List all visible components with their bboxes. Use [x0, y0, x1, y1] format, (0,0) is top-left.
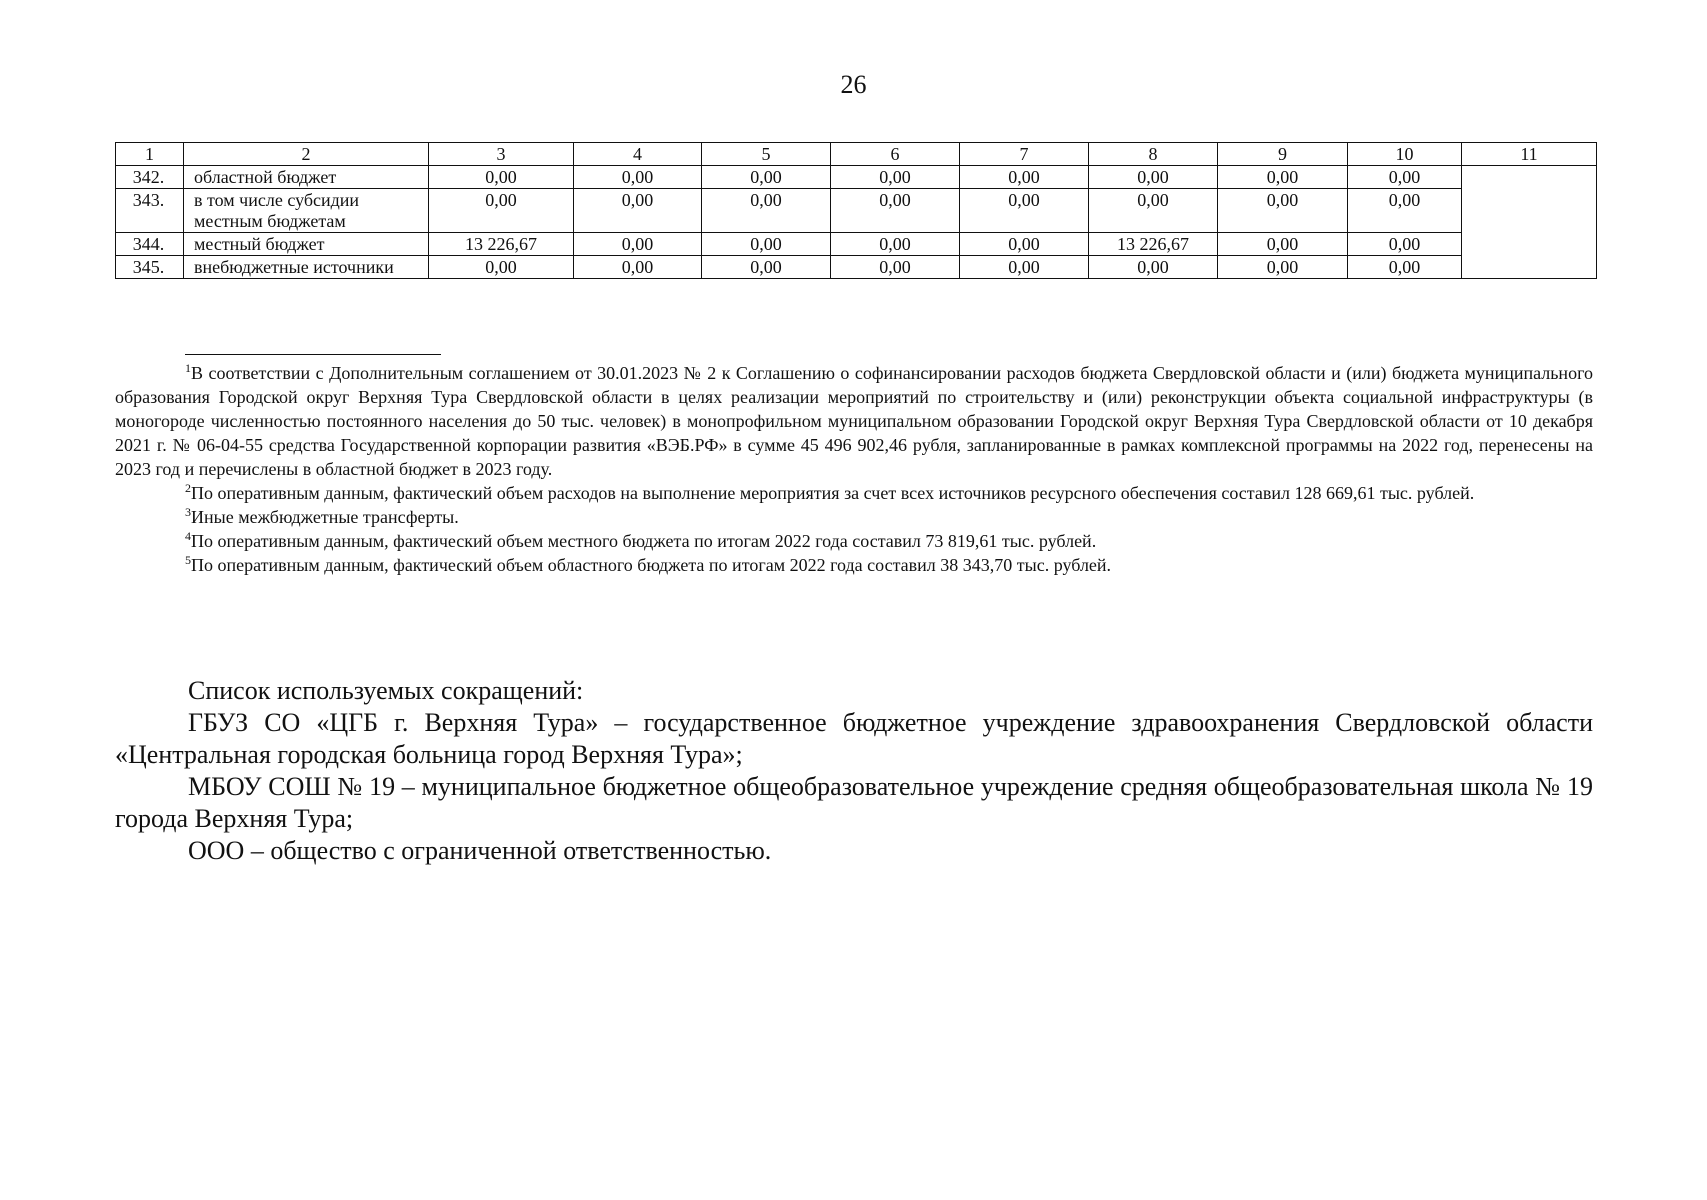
col-header-3: 3 [429, 143, 574, 166]
footnote-2 [115, 481, 1593, 505]
cell-value: 0,00 [1348, 189, 1462, 233]
col-header-2: 2 [184, 143, 429, 166]
footnote-mark: 1 [185, 361, 191, 375]
table-row [116, 166, 1597, 189]
cell-value: 0,00 [574, 233, 702, 256]
cell-value: 0,00 [702, 233, 831, 256]
cell-value: 0,00 [960, 256, 1089, 279]
row-number: 344. [116, 233, 184, 256]
cell-value: 0,00 [1089, 189, 1218, 233]
abbreviations-section [115, 675, 1593, 867]
cell-value: 13 226,67 [429, 233, 574, 256]
cell-value: 0,00 [702, 256, 831, 279]
cell-value: 0,00 [429, 256, 574, 279]
page-number: 26 [840, 70, 867, 99]
cell-value: 13 226,67 [1089, 233, 1218, 256]
cell-value: 0,00 [1218, 256, 1348, 279]
col-header-8: 8 [1089, 143, 1218, 166]
table-row [116, 233, 1597, 256]
cell-value: 0,00 [574, 189, 702, 233]
footnote-4 [115, 529, 1593, 553]
footnote-5 [115, 553, 1593, 577]
col-header-4: 4 [574, 143, 702, 166]
footnote-text: По оперативным данным, фактический объем областного бюджета по итогам 2022 года составил 38 343,70 тыс. рублей. [191, 555, 1112, 575]
cell-value: 0,00 [831, 189, 960, 233]
footnote-mark: 5 [185, 553, 191, 567]
cell-value: 0,00 [831, 233, 960, 256]
col-header-10: 10 [1348, 143, 1462, 166]
abbreviations-heading: Список используемых сокращений: [188, 676, 584, 705]
cell-value: 0,00 [702, 166, 831, 189]
cell-value: 0,00 [960, 166, 1089, 189]
cell-value: 0,00 [831, 166, 960, 189]
cell-value: 0,00 [574, 166, 702, 189]
table-header-row [116, 143, 1597, 166]
cell-value: 0,00 [1348, 166, 1462, 189]
col-header-11: 11 [1462, 143, 1597, 166]
footnote-text: Иные межбюджетные трансферты. [191, 507, 459, 527]
row-number: 345. [116, 256, 184, 279]
col-header-1: 1 [116, 143, 184, 166]
cell-value: 0,00 [1348, 233, 1462, 256]
footnote-text: В соответствии с Дополнительным соглашением от 30.01.2023 № 2 к Соглашению о софинансировании расходов бюджета Свердловской области и (или) бюджета муниципального образования Городской округ Верхняя Тура Свердловской области в целях реализации мероприятий по строительству и (или) реконструкции объекта социальной инфраструктуры (в моногороде численностью постоянного населения до 50 тыс. человек) в монопрофильном муниципальном образовании Городской округ Верхняя Тура Свердловской области от 10 декабря 2021 г. № 06-04-55 средства Государственной корпорации развития «ВЭБ.РФ» в сумме 45 496 902,46 рубля, запланированные в рамках комплексной программы на 2022 год, перенесены на 2023 год и перечислены в областной бюджет в 2023 году. [115, 363, 1593, 479]
cell-value: 0,00 [1218, 189, 1348, 233]
cell-value: 0,00 [1218, 166, 1348, 189]
footnote-3 [115, 505, 1593, 529]
cell-value: 0,00 [702, 189, 831, 233]
abbreviation-item: ГБУЗ СО «ЦГБ г. Верхняя Тура» – государственное бюджетное учреждение здравоохранения Свердловской области «Центральная городская больница город Верхняя Тура»; [115, 708, 1593, 769]
row-name: в том числе субсидии местным бюджетам [184, 189, 429, 233]
footnotes [115, 361, 1593, 577]
cell-value: 0,00 [574, 256, 702, 279]
abbreviation-item: ООО – общество с ограниченной ответственностью. [188, 836, 772, 865]
row-name: внебюджетные источники [184, 256, 429, 279]
table-row [116, 189, 1597, 233]
cell-value: 0,00 [1348, 256, 1462, 279]
cell-value: 0,00 [429, 189, 574, 233]
cell-value: 0,00 [1089, 166, 1218, 189]
abbreviation-item: МБОУ СОШ № 19 – муниципальное бюджетное общеобразовательное учреждение средняя общеобразовательная школа № 19 города Верхняя Тура; [115, 772, 1593, 833]
cell-value: 0,00 [429, 166, 574, 189]
footnote-separator [185, 354, 441, 355]
col-header-6: 6 [831, 143, 960, 166]
footnote-text: По оперативным данным, фактический объем расходов на выполнение мероприятия за счет всех источников ресурсного обеспечения составил 128 669,61 тыс. рублей. [191, 483, 1475, 503]
col-11-merged-cell [1462, 166, 1597, 279]
col-header-7: 7 [960, 143, 1089, 166]
cell-value: 0,00 [1089, 256, 1218, 279]
footnote-text: По оперативным данным, фактический объем местного бюджета по итогам 2022 года составил 73 819,61 тыс. рублей. [191, 531, 1097, 551]
footnote-1 [115, 361, 1593, 481]
footnote-mark: 3 [185, 505, 191, 519]
table-row [116, 256, 1597, 279]
cell-value: 0,00 [1218, 233, 1348, 256]
budget-table [115, 142, 1597, 279]
cell-value: 0,00 [831, 256, 960, 279]
row-number: 343. [116, 189, 184, 233]
cell-value: 0,00 [960, 233, 1089, 256]
footnote-mark: 4 [185, 529, 191, 543]
footnote-mark: 2 [185, 481, 191, 495]
row-name: местный бюджет [184, 233, 429, 256]
cell-value: 0,00 [960, 189, 1089, 233]
col-header-9: 9 [1218, 143, 1348, 166]
col-header-5: 5 [702, 143, 831, 166]
row-name: областной бюджет [184, 166, 429, 189]
row-number: 342. [116, 166, 184, 189]
